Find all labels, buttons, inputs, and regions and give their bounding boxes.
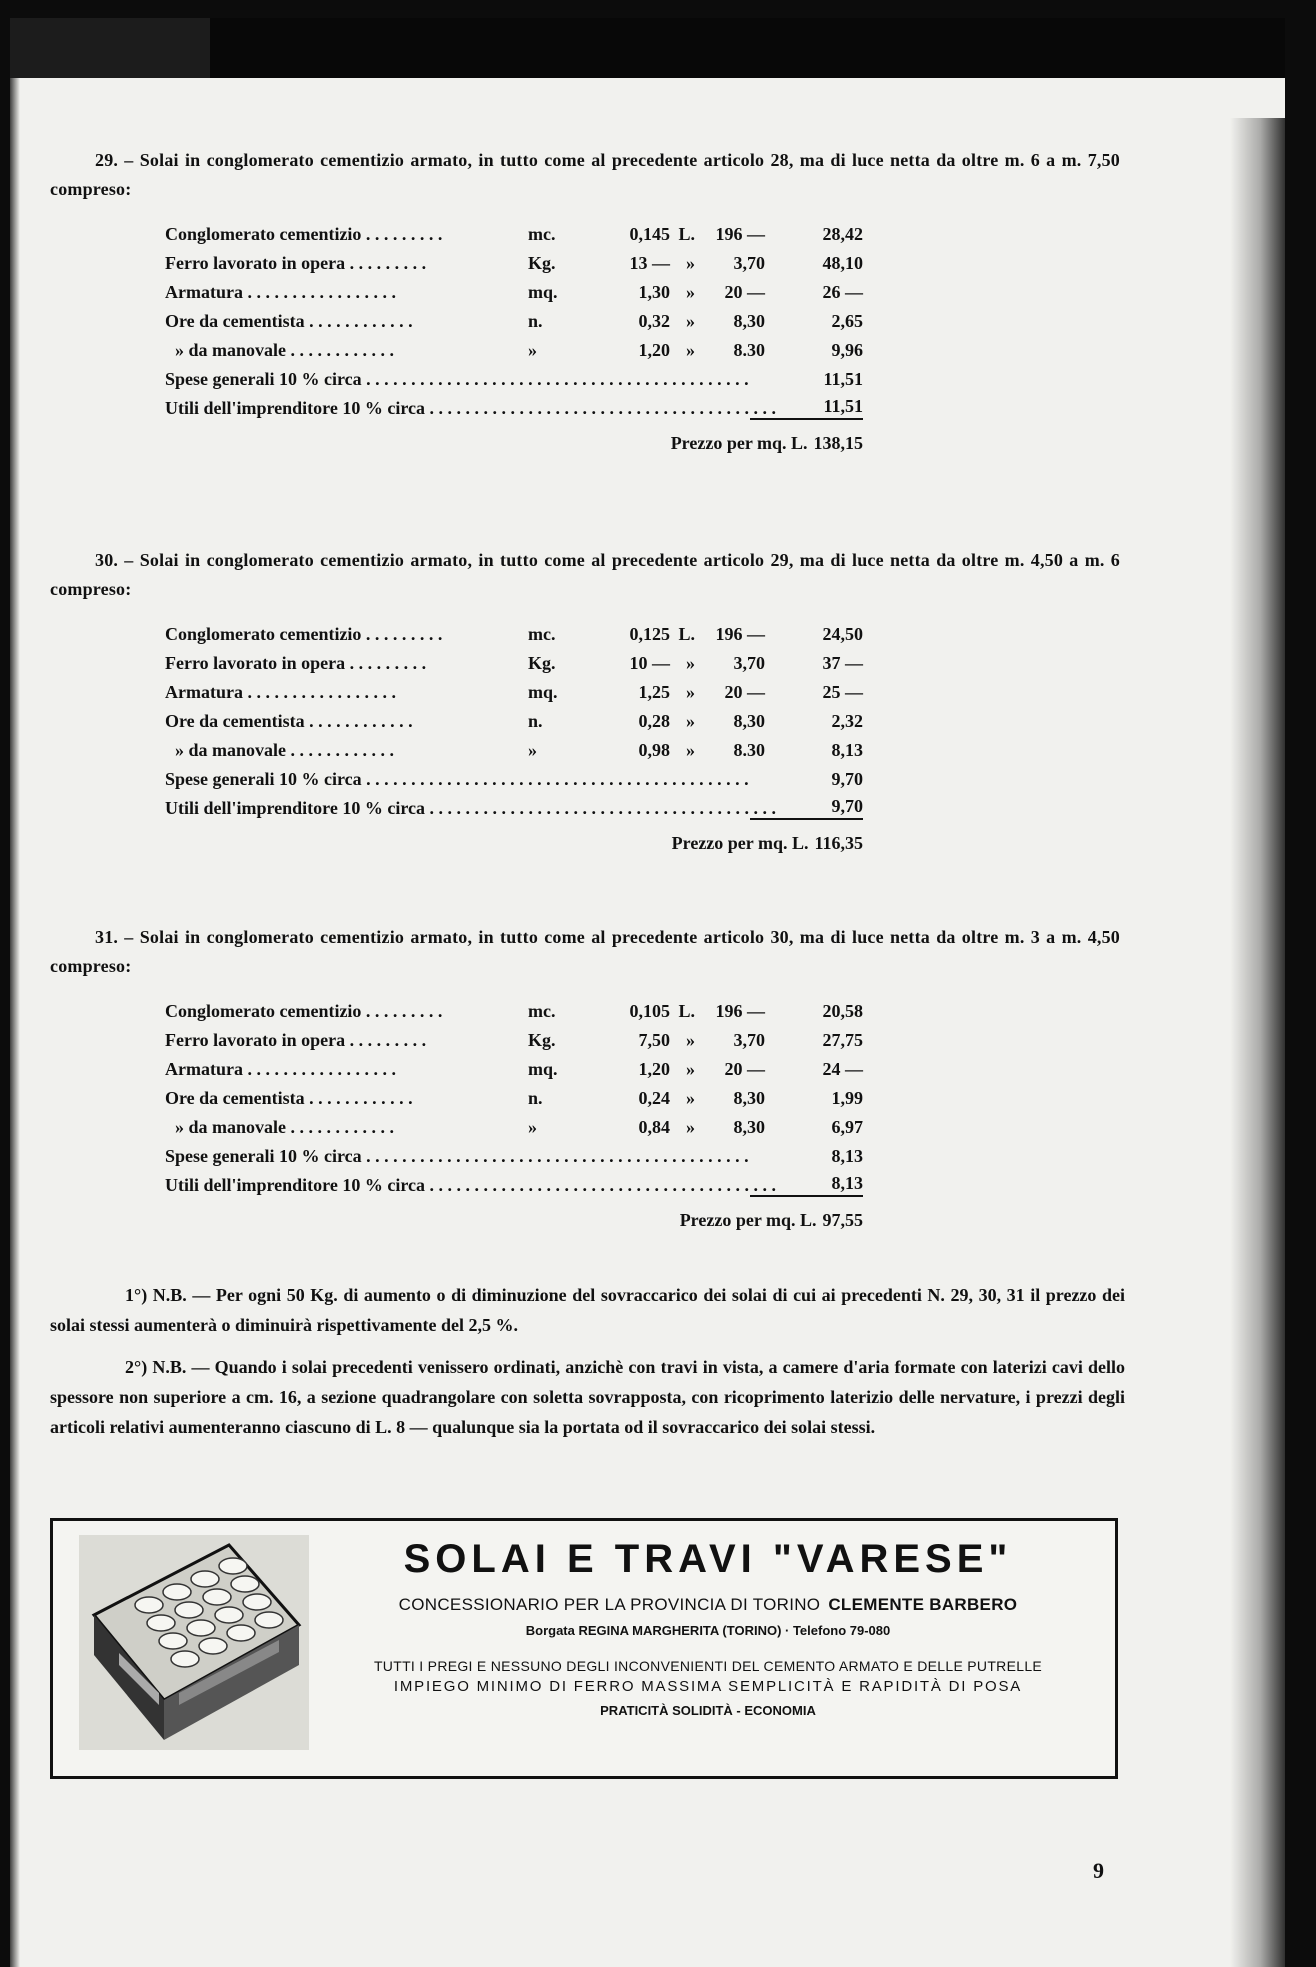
row-unit: n.: [528, 711, 543, 731]
extra-amount: 8,13: [750, 1171, 863, 1197]
page-number: 9: [1093, 1858, 1104, 1883]
scan-left-shadow: [10, 78, 20, 1967]
row-amount: 9,96: [831, 340, 863, 360]
row-currency: »: [686, 1088, 695, 1108]
extra-amount: 8,13: [831, 1146, 863, 1166]
row-currency: »: [686, 1117, 695, 1137]
row-label: Armatura . . . . . . . . . . . . . . . . .: [165, 282, 396, 302]
advertisement-box: [50, 1518, 1118, 1779]
row-price: 196 —: [715, 1001, 765, 1021]
row-currency: L.: [678, 624, 695, 644]
row-qty: 10 —: [629, 653, 670, 673]
cost-row: [50, 1026, 1120, 1055]
ad-address: Borgata REGINA MARGHERITA (TORINO) · Telefono 79-080: [525, 1623, 891, 1638]
extra-row: [50, 1171, 1120, 1200]
row-price: 196 —: [715, 624, 765, 644]
ad-company-name: CLEMENTE BARBERO: [828, 1595, 1018, 1614]
row-label: Armatura . . . . . . . . . . . . . . . . .: [165, 682, 396, 702]
row-currency: L.: [678, 224, 695, 244]
row-price: 20 —: [724, 1059, 765, 1079]
price-total: [666, 833, 863, 854]
row-unit: Kg.: [528, 253, 556, 273]
row-amount: 27,75: [822, 1030, 863, 1050]
ad-concession: [313, 1595, 1103, 1615]
row-unit: n.: [528, 1088, 543, 1108]
row-unit: »: [528, 740, 537, 760]
ad-claim-3: PRATICITÀ SOLIDITÀ - ECONOMIA: [600, 1703, 816, 1718]
total-value: 116,35: [814, 833, 863, 853]
row-label: » da manovale . . . . . . . . . . . .: [175, 340, 395, 360]
price-total: [674, 1210, 863, 1231]
ad-claim-1: TUTTI I PREGI E NESSUNO DEGLI INCONVENIENTI DEL CEMENTO ARMATO E DELLE PUTRELLE: [373, 1658, 1043, 1674]
article-29: [50, 146, 1120, 453]
row-price: 3,70: [733, 253, 765, 273]
ad-concession-text: CONCESSIONARIO PER LA PROVINCIA DI TORINO: [398, 1595, 821, 1614]
row-price: 8.30: [733, 740, 765, 760]
ad-claim-2: IMPIEGO MINIMO DI FERRO MASSIMA SEMPLICITÀ E RAPIDITÀ DI POSA: [393, 1678, 1023, 1695]
cost-row: [50, 220, 1120, 249]
row-unit: mq.: [528, 1059, 558, 1079]
note-2: 2°) N.B. — Quando i solai precedenti venissero ordinati, anzichè con travi in vista, a camere d'aria formate con laterizi cavi dello spessore non superiore a cm. 16, a sezione quadrangolare con soletta sovrapposta, con ricoprimento laterizio delle nervature, i prezzi degli articoli relativi aumenteranno ciascuno di L. 8 — qualunque sia la portata od il sovraccarico dei solai stessi.: [50, 1357, 1125, 1437]
row-amount: 24,50: [822, 624, 863, 644]
extra-row: [50, 765, 1120, 794]
cost-row: [50, 678, 1120, 707]
article-intro: 31. – Solai in conglomerato cementizio armato, in tutto come al precedente articolo 30, ma di luce netta da oltre m. 3 a m. 4,50 compreso:: [50, 927, 1120, 976]
row-label: » da manovale . . . . . . . . . . . .: [175, 740, 395, 760]
row-amount: 1,99: [831, 1088, 863, 1108]
price-total: [665, 433, 863, 454]
row-price: 3,70: [733, 653, 765, 673]
cost-row: [50, 1084, 1120, 1113]
row-currency: L.: [678, 1001, 695, 1021]
row-qty: 0,28: [638, 711, 670, 731]
row-qty: 1,25: [638, 682, 670, 702]
extra-label: Utili dell'imprenditore 10 % circa . . . . . . . . . . . . . . . . . . . . . . . . . . . . . . . . . . . . . . .: [165, 398, 776, 418]
row-amount: 8,13: [831, 740, 863, 760]
row-unit: mq.: [528, 682, 558, 702]
article-31: [50, 923, 1120, 1230]
extra-label: Spese generali 10 % circa . . . . . . . . . . . . . . . . . . . . . . . . . . . . . . . . . . . . . . . . . . .: [165, 369, 749, 389]
row-label: » da manovale . . . . . . . . . . . .: [175, 1117, 395, 1137]
row-amount: 2,65: [831, 311, 863, 331]
extra-row: [50, 1142, 1120, 1171]
row-qty: 0,32: [638, 311, 670, 331]
row-label: Ore da cementista . . . . . . . . . . . .: [165, 1088, 413, 1108]
cost-row: [50, 649, 1120, 678]
row-qty: 1,20: [638, 340, 670, 360]
article-30: [50, 546, 1120, 853]
total-label: Prezzo per mq. L.: [671, 833, 809, 853]
row-qty: 0,98: [638, 740, 670, 760]
row-label: Ferro lavorato in opera . . . . . . . . .: [165, 253, 427, 273]
row-qty: 13 —: [629, 253, 670, 273]
row-currency: »: [686, 1059, 695, 1079]
cost-row: [50, 307, 1120, 336]
row-unit: mc.: [528, 624, 556, 644]
scanned-page: [10, 18, 1285, 1967]
row-amount: 37 —: [822, 653, 863, 673]
row-currency: »: [686, 653, 695, 673]
row-price: 8,30: [733, 711, 765, 731]
row-currency: »: [686, 282, 695, 302]
cost-row: [50, 1113, 1120, 1142]
row-qty: 0,125: [629, 624, 670, 644]
row-label: Ferro lavorato in opera . . . . . . . . .: [165, 1030, 427, 1050]
row-qty: 0,145: [629, 224, 670, 244]
cost-row: [50, 336, 1120, 365]
cost-row: [50, 997, 1120, 1026]
row-currency: »: [686, 682, 695, 702]
scan-right-shadow: [1230, 118, 1285, 1967]
row-qty: 1,20: [638, 1059, 670, 1079]
notes: [50, 1280, 1125, 1454]
row-unit: »: [528, 1117, 537, 1137]
row-amount: 24 —: [822, 1059, 863, 1079]
extra-row: [50, 394, 1120, 423]
scan-top-border-left: [10, 18, 210, 78]
extra-amount: 9,70: [750, 794, 863, 820]
extra-row: [50, 365, 1120, 394]
article-intro: 30. – Solai in conglomerato cementizio armato, in tutto come al precedente articolo 29, ma di luce netta da oltre m. 4,50 a m. 6 compreso:: [50, 550, 1120, 599]
row-unit: n.: [528, 311, 543, 331]
row-currency: »: [686, 1030, 695, 1050]
row-amount: 6,97: [831, 1117, 863, 1137]
extra-label: Utili dell'imprenditore 10 % circa . . . . . . . . . . . . . . . . . . . . . . . . . . . . . . . . . . . . . . .: [165, 798, 776, 818]
row-currency: »: [686, 253, 695, 273]
row-price: 8,30: [733, 311, 765, 331]
cost-row: [50, 620, 1120, 649]
scan-top-border: [10, 18, 1285, 78]
ad-title: SOLAI E TRAVI "VARESE": [403, 1537, 1013, 1581]
row-unit: »: [528, 340, 537, 360]
cost-row: [50, 736, 1120, 765]
extra-row: [50, 794, 1120, 823]
extra-label: Utili dell'imprenditore 10 % circa . . . . . . . . . . . . . . . . . . . . . . . . . . . . . . . . . . . . . . .: [165, 1175, 776, 1195]
cost-table: [50, 620, 1120, 823]
row-unit: mc.: [528, 1001, 556, 1021]
cost-table: [50, 220, 1120, 423]
row-price: 20 —: [724, 682, 765, 702]
row-label: Armatura . . . . . . . . . . . . . . . . .: [165, 1059, 396, 1079]
row-qty: 1,30: [638, 282, 670, 302]
total-value: 138,15: [813, 433, 863, 453]
row-unit: Kg.: [528, 1030, 556, 1050]
row-currency: »: [686, 740, 695, 760]
row-currency: »: [686, 711, 695, 731]
floor-slab-illustration: [79, 1535, 309, 1750]
extra-amount: 11,51: [750, 394, 863, 420]
row-label: Ferro lavorato in opera . . . . . . . . .: [165, 653, 427, 673]
row-amount: 48,10: [822, 253, 863, 273]
cost-row: [50, 707, 1120, 736]
cost-row: [50, 278, 1120, 307]
row-unit: Kg.: [528, 653, 556, 673]
total-label: Prezzo per mq. L.: [679, 1210, 817, 1230]
row-unit: mc.: [528, 224, 556, 244]
row-qty: 0,84: [638, 1117, 670, 1137]
extra-label: Spese generali 10 % circa . . . . . . . . . . . . . . . . . . . . . . . . . . . . . . . . . . . . . . . . . . .: [165, 1146, 749, 1166]
row-currency: »: [686, 340, 695, 360]
row-price: 3,70: [733, 1030, 765, 1050]
row-amount: 20,58: [822, 1001, 863, 1021]
extra-amount: 9,70: [831, 769, 863, 789]
advertisement-text: [313, 1533, 1103, 1718]
row-amount: 25 —: [822, 682, 863, 702]
cost-row: [50, 249, 1120, 278]
row-label: Ore da cementista . . . . . . . . . . . .: [165, 311, 413, 331]
row-amount: 2,32: [831, 711, 863, 731]
row-price: 8,30: [733, 1088, 765, 1108]
row-label: Ore da cementista . . . . . . . . . . . .: [165, 711, 413, 731]
row-price: 8,30: [733, 1117, 765, 1137]
row-label: Conglomerato cementizio . . . . . . . . .: [165, 1001, 443, 1021]
row-price: 196 —: [715, 224, 765, 244]
row-unit: mq.: [528, 282, 558, 302]
row-qty: 7,50: [638, 1030, 670, 1050]
row-amount: 28,42: [822, 224, 863, 244]
row-currency: »: [686, 311, 695, 331]
extra-amount: 11,51: [823, 369, 863, 389]
note-1: 1°) N.B. — Per ogni 50 Kg. di aumento o di diminuzione del sovraccarico dei solai di cui ai precedenti N. 29, 30, 31 il prezzo dei solai stessi aumenterà o diminuirà rispettivamente del 2,5 %.: [50, 1285, 1125, 1335]
row-price: 20 —: [724, 282, 765, 302]
row-qty: 0,105: [629, 1001, 670, 1021]
row-qty: 0,24: [638, 1088, 670, 1108]
row-price: 8.30: [733, 340, 765, 360]
cost-row: [50, 1055, 1120, 1084]
row-label: Conglomerato cementizio . . . . . . . . .: [165, 224, 443, 244]
row-amount: 26 —: [822, 282, 863, 302]
total-value: 97,55: [822, 1210, 863, 1230]
total-label: Prezzo per mq. L.: [670, 433, 808, 453]
cost-table: [50, 997, 1120, 1200]
article-intro: 29. – Solai in conglomerato cementizio armato, in tutto come al precedente articolo 28, ma di luce netta da oltre m. 6 a m. 7,50 compreso:: [50, 150, 1120, 199]
extra-label: Spese generali 10 % circa . . . . . . . . . . . . . . . . . . . . . . . . . . . . . . . . . . . . . . . . . . .: [165, 769, 749, 789]
row-label: Conglomerato cementizio . . . . . . . . .: [165, 624, 443, 644]
